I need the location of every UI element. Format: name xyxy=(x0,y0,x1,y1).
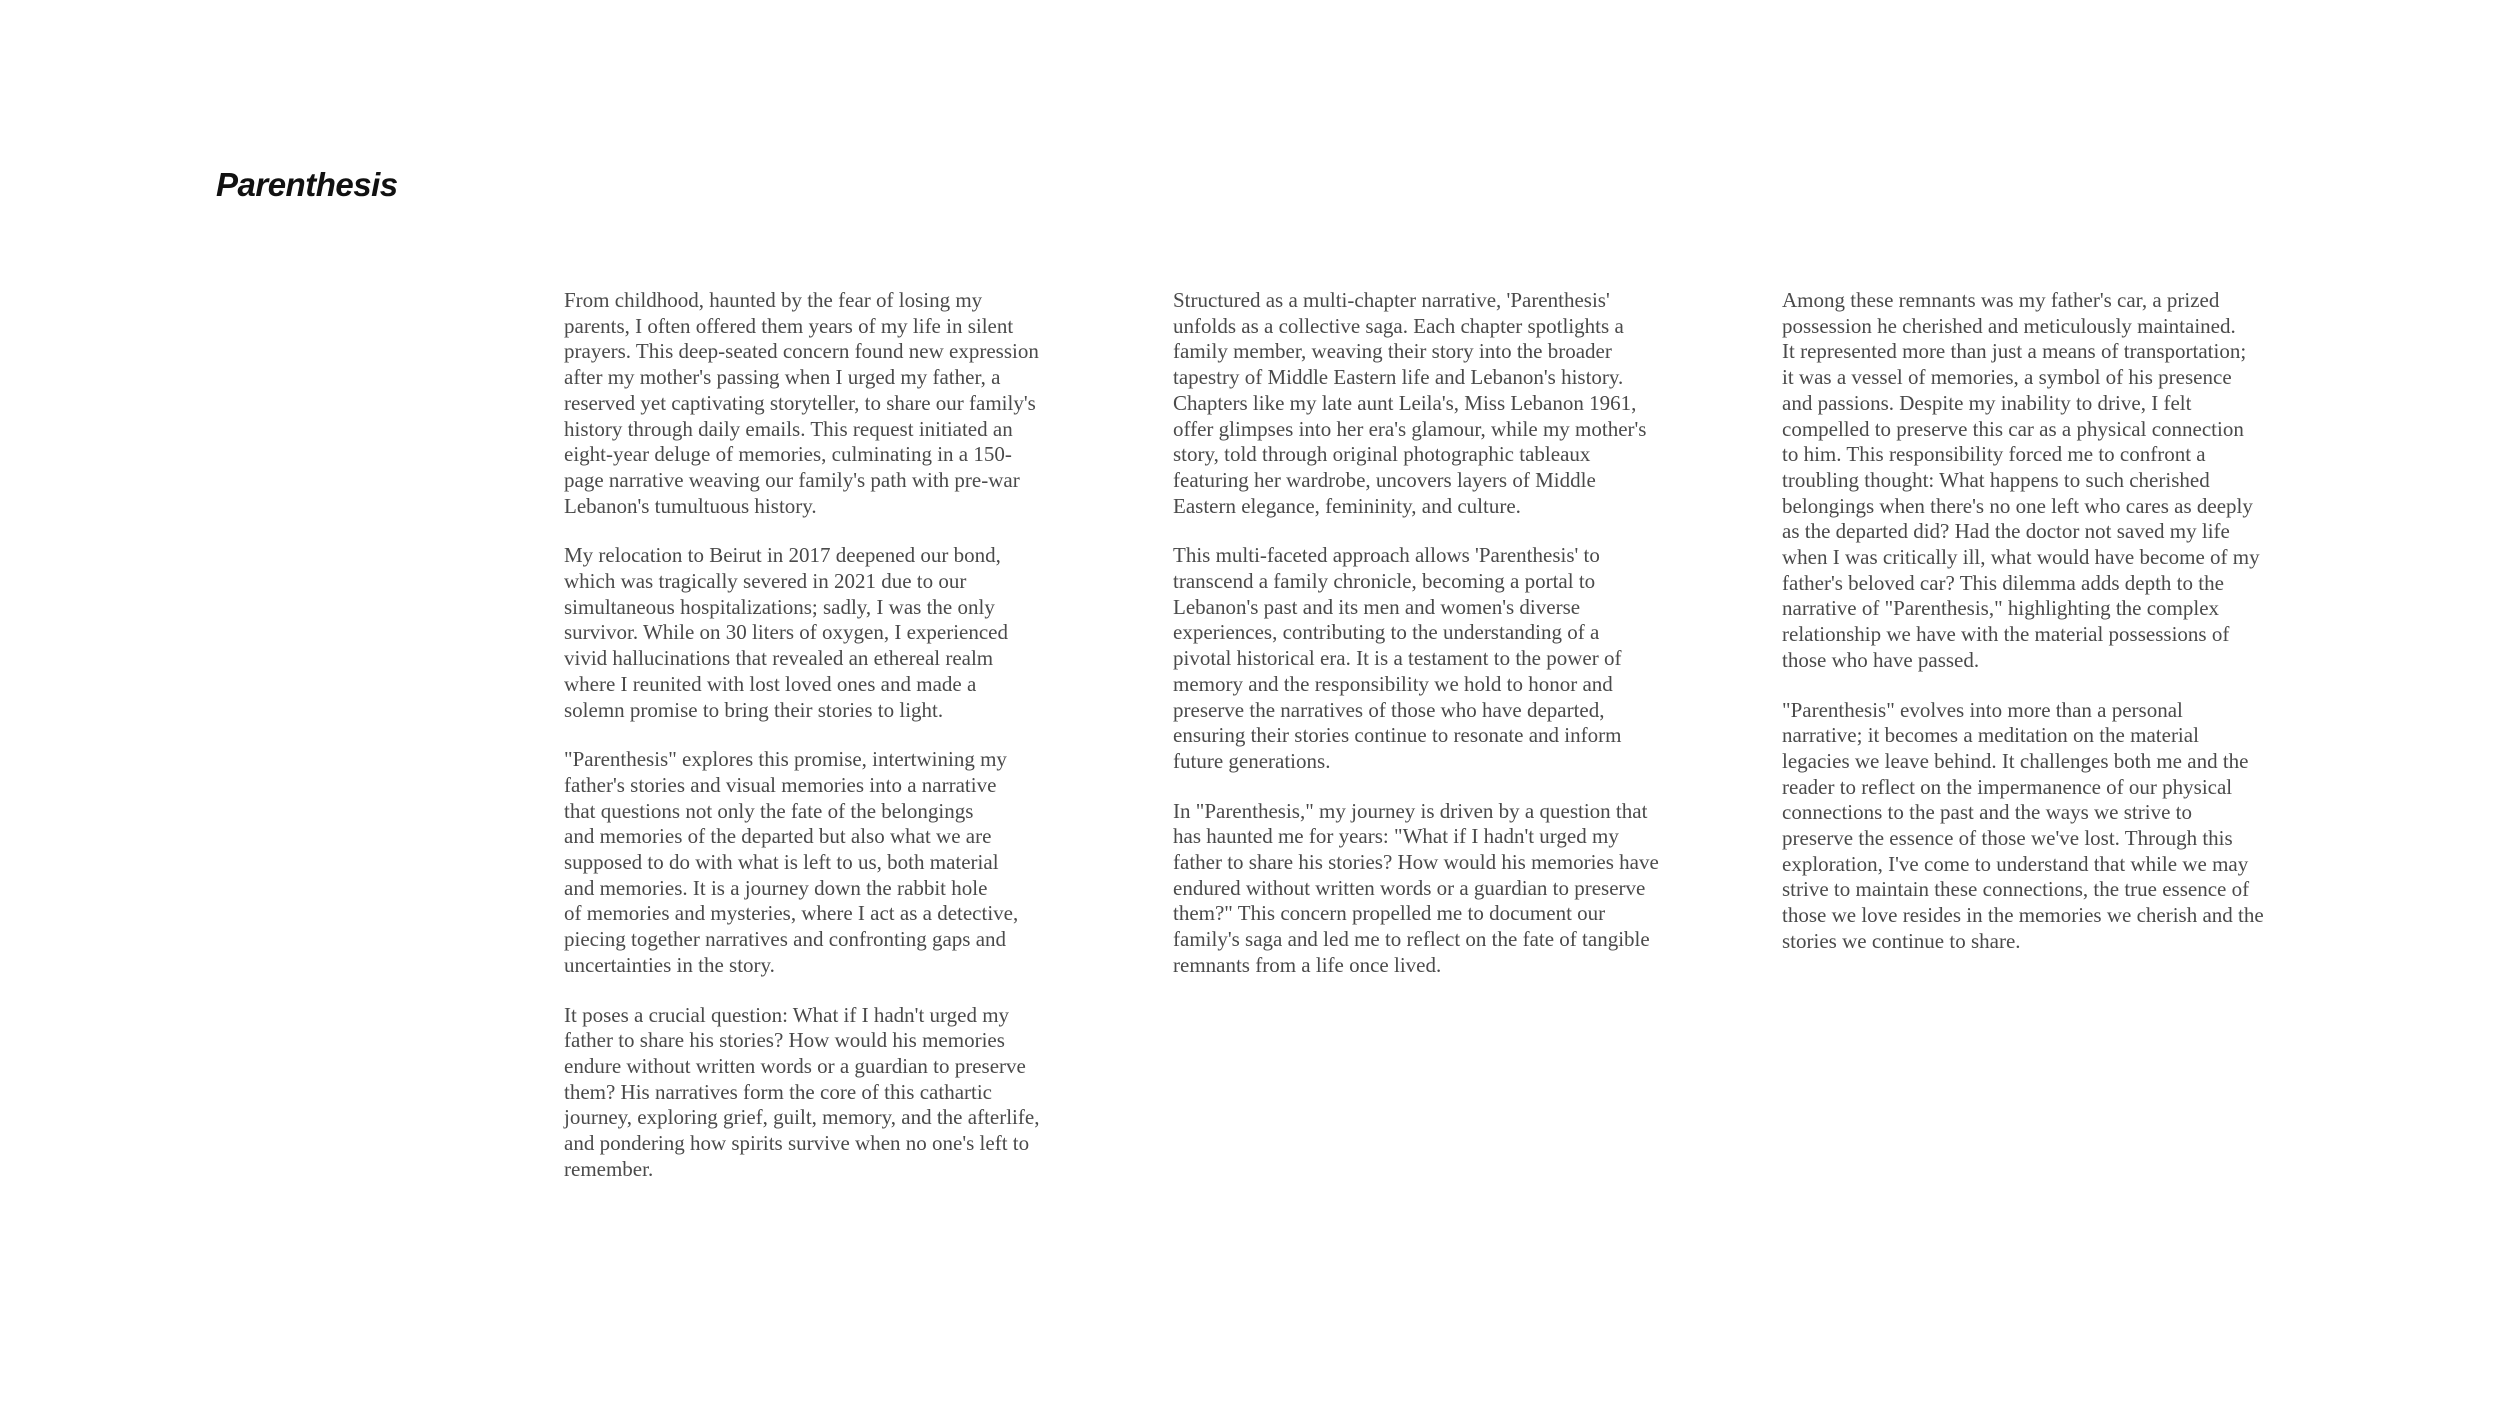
paragraph: It poses a crucial question: What if I hadn't urged my father to share his stories? How would his memories endure without written words or a guardian to preserve them? His narratives form the core of this cathartic journey, exploring grief, guilt, memory, and the afterlife, and pondering how spirits survive when no one's left to remember. xyxy=(564,1002,1040,1181)
paragraph: In "Parenthesis," my journey is driven by a question that has haunted me for years: "What if I hadn't urged my father to share his stories? How would his memories have endured without written words or a guardian to preserve them?" This concern propelled me to document our family's saga and led me to reflect on the fate of tangible remnants from a life once lived. xyxy=(1173,798,1659,977)
paragraph: Structured as a multi-chapter narrative, 'Parenthesis' unfolds as a collective saga. Each chapter spotlights a family member, weaving their story into the broader tapestry of Middle Eastern life and Lebanon's history. Chapters like my late aunt Leila's, Miss Lebanon 1961, offer glimpses into her era's glamour, while my mother's story, told through original photographic tableaux featuring her wardrobe, uncovers layers of Middle Eastern elegance, femininity, and culture. xyxy=(1173,288,1647,518)
paragraph: My relocation to Beirut in 2017 deepened our bond, which was tragically severed in 2021 due to our simultaneous hospitalizations; sadly, I was the only survivor. While on 30 liters of oxygen, I experienced vivid hallucinations that revealed an ethereal realm where I reunited with lost loved ones and made a solemn promise to bring their stories to light. xyxy=(564,543,1008,722)
text-column-1 xyxy=(564,288,1094,1207)
paragraph: "Parenthesis" explores this promise, intertwining my father's stories and visual memories into a narrative that questions not only the fate of the belongings and memories of the departed but also what we are supposed to do with what is left to us, both material and memories. It is a journey down the rabbit hole of memories and mysteries, where I act as a detective, piecing together narratives and confronting gaps and uncertainties in the story. xyxy=(564,747,1019,977)
page-title: Parenthesis xyxy=(216,166,398,203)
paragraph: "Parenthesis" evolves into more than a personal narrative; it becomes a meditation on the material legacies we leave behind. It challenges both me and the reader to reflect on the impermanence of our physical connections to the past and the ways we strive to preserve the essence of those we've lost. Through this exploration, I've come to understand that while we may strive to maintain these connections, the true essence of those we love resides in the memories we cherish and the stories we continue to share. xyxy=(1782,697,2264,953)
paragraph: From childhood, haunted by the fear of losing my parents, I often offered them years of my life in silent prayers. This deep-seated concern found new expression after my mother's passing when I urged my father, a reserved yet captivating storyteller, to share our family's history through daily emails. This request initiated an eight-year deluge of memories, culminating in a 150- page narrative weaving our family's path with pre-war Lebanon's tumultuous history. xyxy=(564,288,1039,518)
paragraph: This multi-faceted approach allows 'Parenthesis' to transcend a family chronicle, becoming a portal to Lebanon's past and its men and women's diverse experiences, contributing to the understanding of a pivotal historical era. It is a testament to the power of memory and the responsibility we hold to honor and preserve the narratives of those who have departed, ensuring their stories continue to resonate and inform future generations. xyxy=(1173,543,1622,773)
text-column-3 xyxy=(1782,288,2312,979)
paragraph: Among these remnants was my father's car, a prized possession he cherished and meticulously maintained. It represented more than just a means of transportation; it was a vessel of memories, a symbol of his presence and passions. Despite my inability to drive, I felt compelled to preserve this car as a physical connection to him. This responsibility forced me to confront a troubling thought: What happens to such cherished belongings when there's no one left who cares as deeply as the departed did? Had the doctor not saved my life when I was critically ill, what would have become of my father's beloved car? This dilemma adds depth to the narrative of "Parenthesis," highlighting the complex relationship we have with the material possessions of those who have passed. xyxy=(1782,288,2260,672)
text-column-2 xyxy=(1173,288,1703,1003)
